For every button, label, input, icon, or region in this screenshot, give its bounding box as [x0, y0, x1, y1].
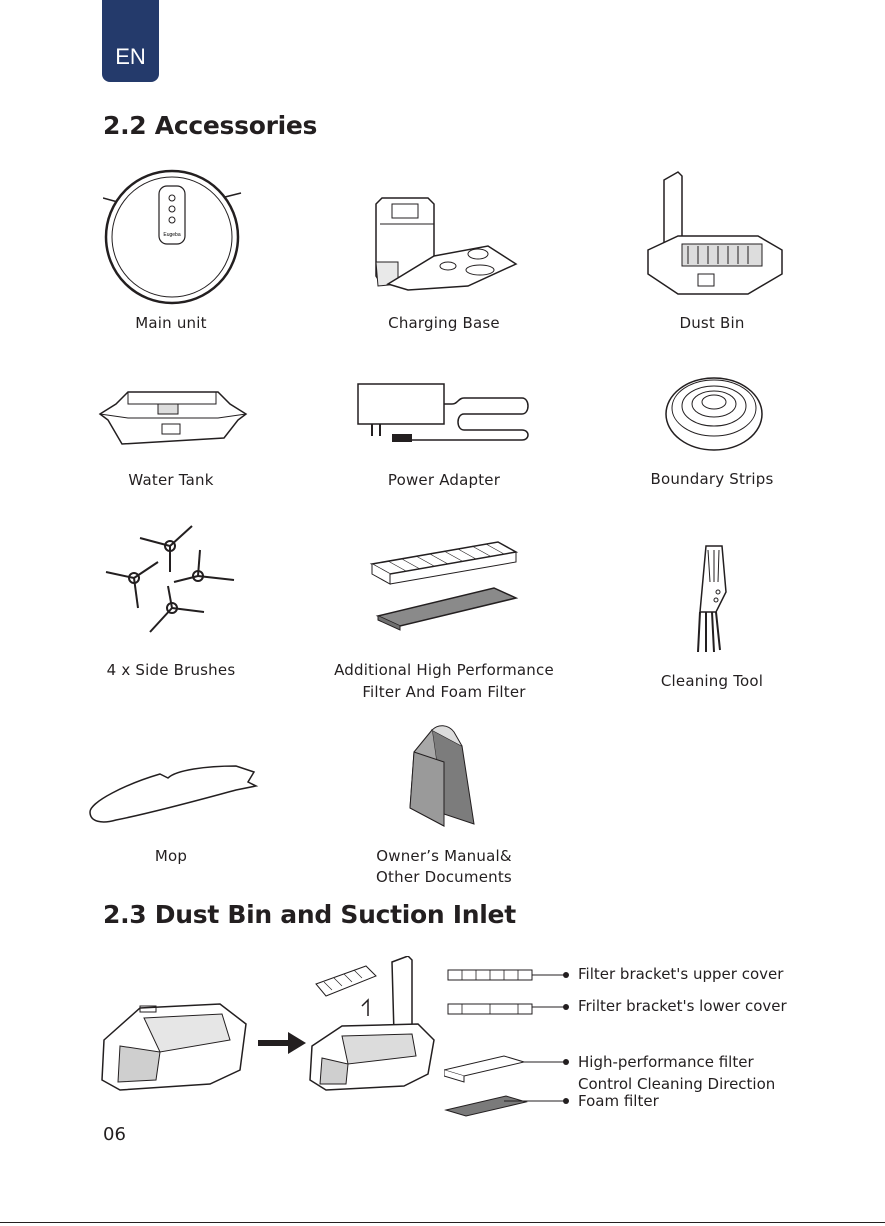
- label-boundary-strips: Boundary Strips: [650, 470, 774, 488]
- side-brushes-illustration: [104, 522, 238, 639]
- bottom-divider: [0, 1222, 885, 1223]
- filters-illustration: [368, 530, 520, 637]
- label-main-unit: Main unit: [135, 314, 207, 332]
- callout-upper-cover: Filter bracket's upper cover: [578, 965, 784, 983]
- label-water-tank: Water Tank: [128, 471, 214, 489]
- filter-parts-illustration: [444, 964, 579, 1125]
- boundary-strips-illustration: [664, 374, 764, 457]
- dust-bin-illustration: [638, 170, 788, 305]
- label-mop: Mop: [154, 847, 188, 865]
- label-filters-line1: Additional High Performance: [334, 661, 554, 679]
- manual-illustration: [404, 722, 482, 837]
- callout-foam-filter: Foam filter: [578, 1092, 659, 1110]
- mop-illustration: [86, 762, 262, 833]
- callout-cleaning-direction: Control Cleaning Direction: [578, 1075, 776, 1093]
- label-side-brushes: 4 x Side Brushes: [106, 661, 236, 679]
- cleaning-tool-illustration: [684, 542, 734, 659]
- dust-bin-closed-illustration: [100, 1000, 248, 1097]
- page-number: 06: [103, 1124, 126, 1145]
- section-title-accessories: 2.2 Accessories: [103, 111, 318, 140]
- robot-brand-text: Eugeba: [163, 232, 181, 238]
- label-dust-bin: Dust Bin: [679, 314, 745, 332]
- charging-base-illustration: [368, 190, 518, 305]
- label-charging-base: Charging Base: [388, 314, 500, 332]
- section-title-dust-bin: 2.3 Dust Bin and Suction Inlet: [103, 900, 516, 929]
- arrow-right-icon: [258, 1030, 308, 1061]
- dust-bin-open-illustration: [308, 956, 438, 1097]
- label-filters-line2: Filter And Foam Filter: [362, 683, 526, 701]
- callout-lower-cover: Frilter bracket's lower cover: [578, 997, 787, 1015]
- label-cleaning-tool: Cleaning Tool: [660, 672, 764, 690]
- main-unit-illustration: [103, 166, 243, 311]
- label-manual-line2: Other Documents: [376, 868, 512, 886]
- label-manual-line1: Owner’s Manual&: [376, 847, 512, 865]
- power-adapter-illustration: [352, 378, 534, 449]
- language-tab: [102, 0, 159, 82]
- water-tank-illustration: [98, 382, 248, 451]
- callout-hp-filter: High-performance filter: [578, 1053, 754, 1071]
- language-label: EN: [115, 44, 146, 69]
- label-power-adapter: Power Adapter: [387, 471, 501, 489]
